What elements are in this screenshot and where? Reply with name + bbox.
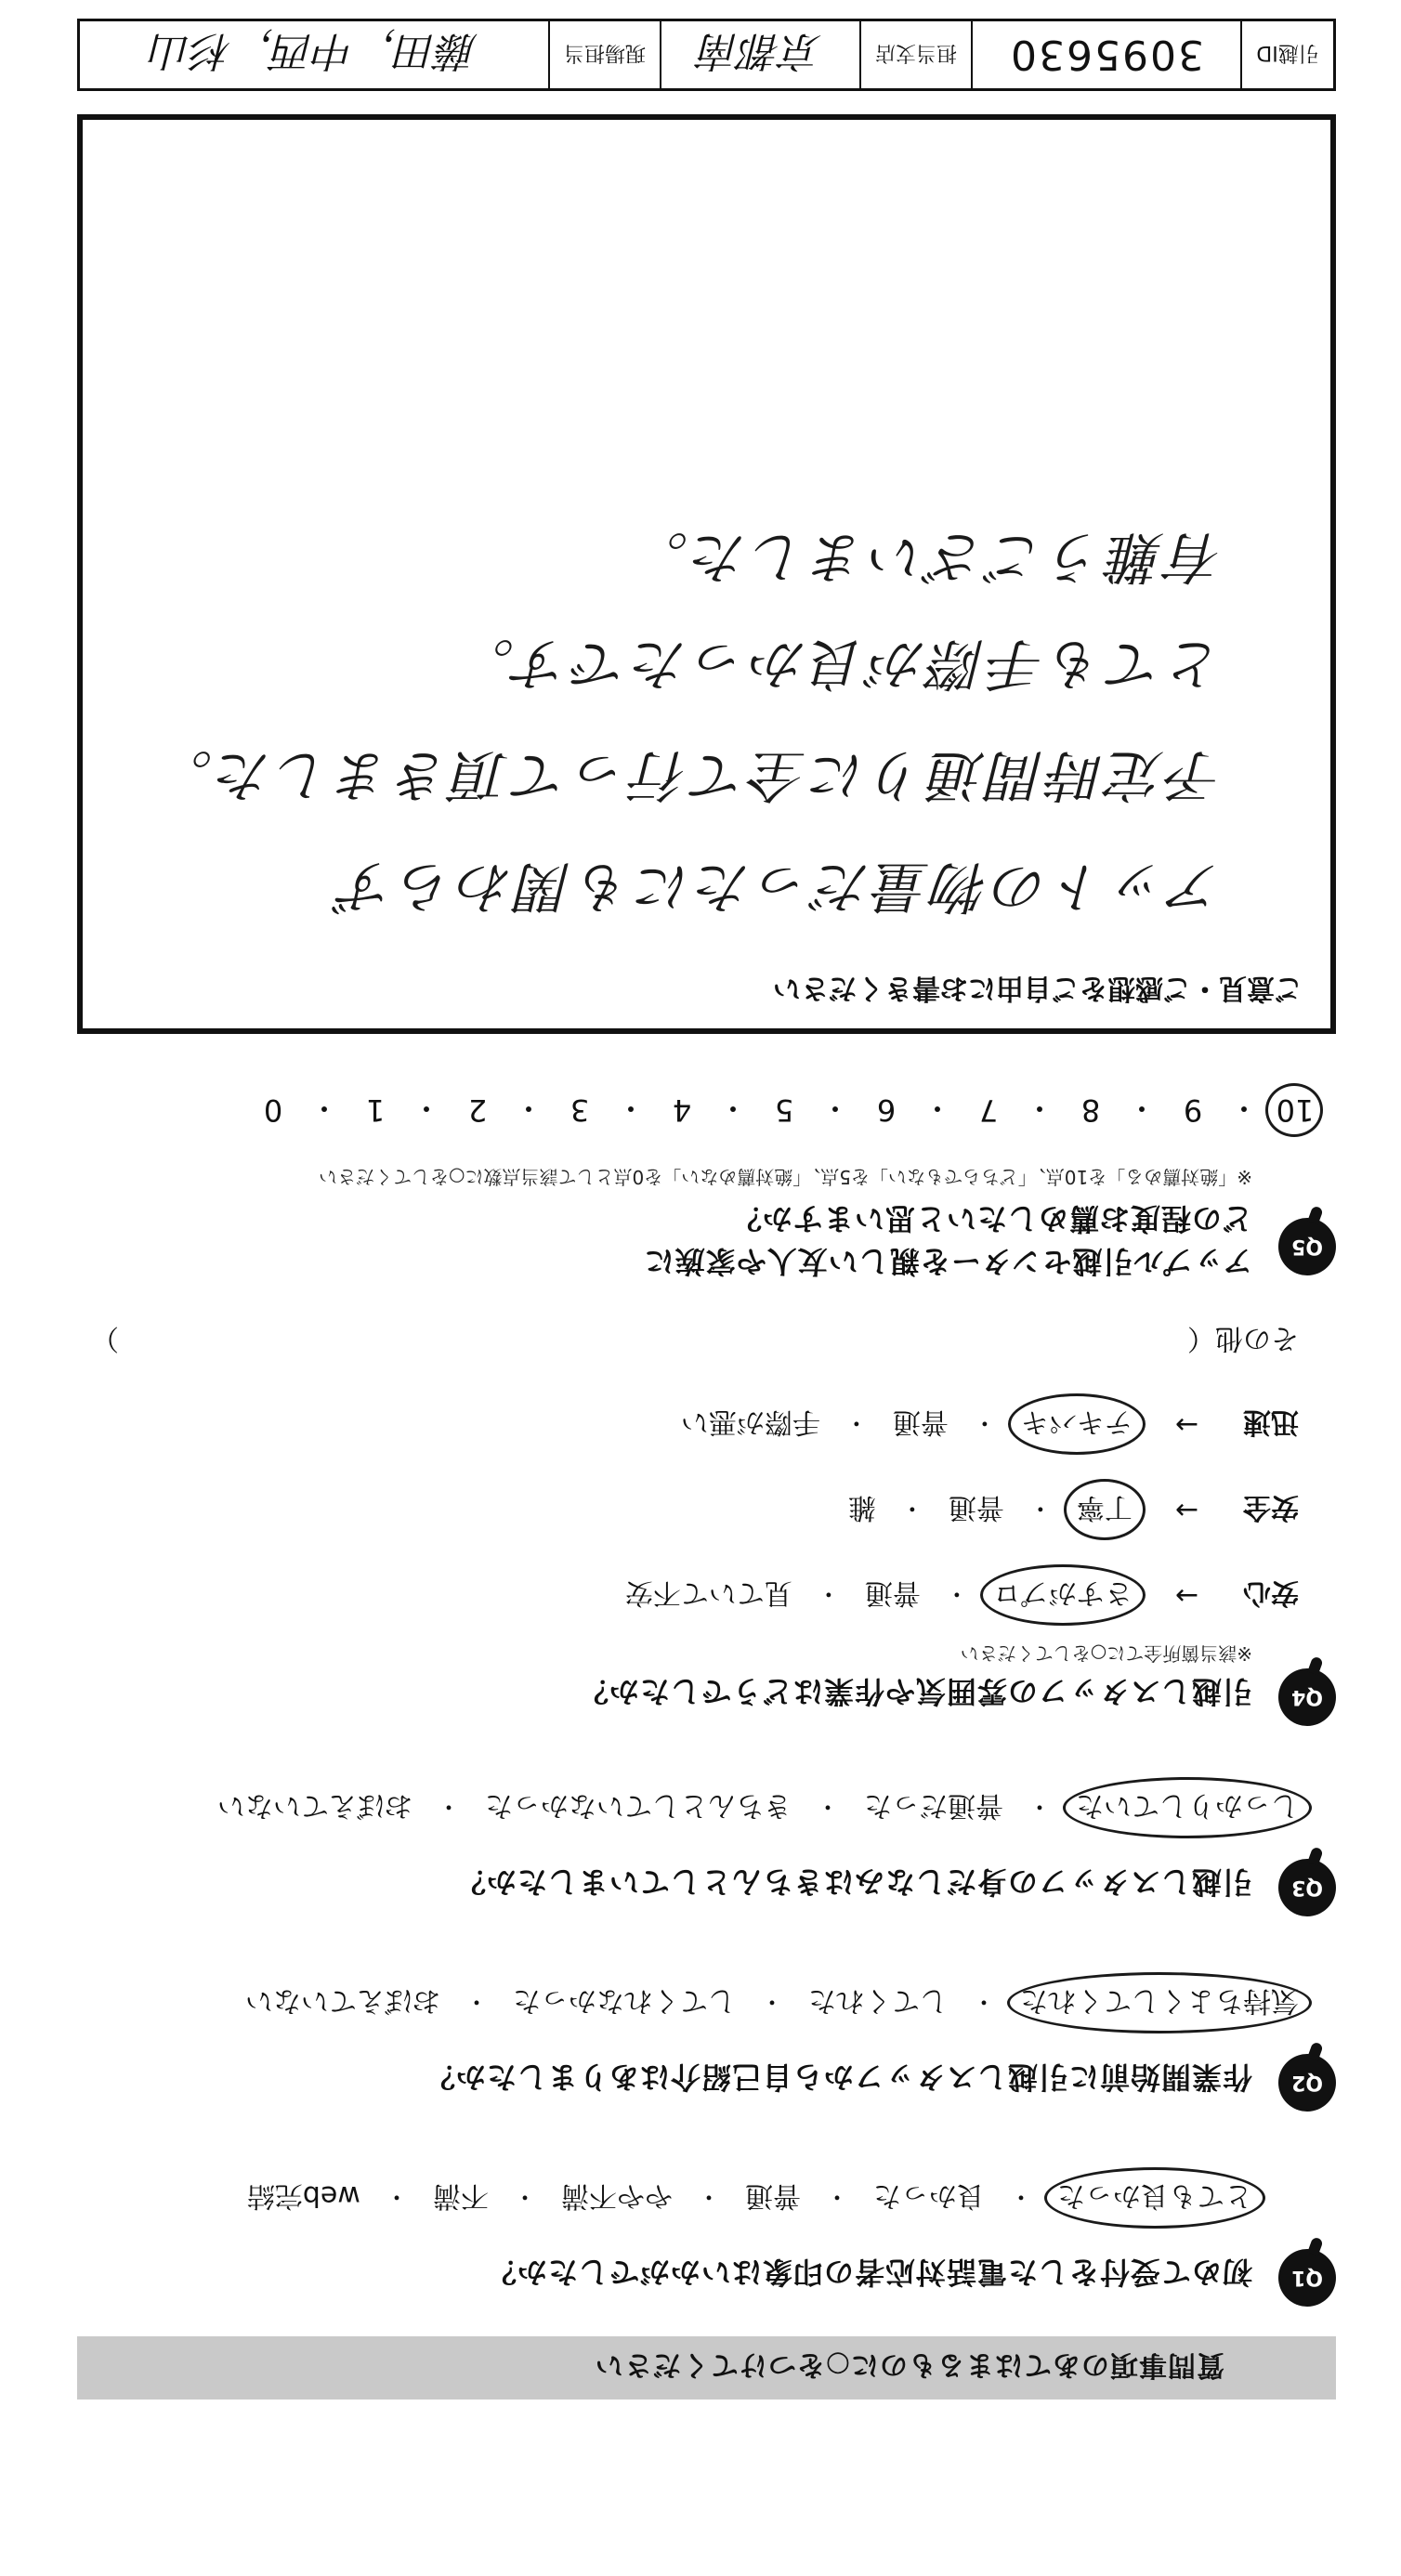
q4-category: 安全	[1243, 1491, 1299, 1523]
instruction-bar	[77, 2336, 1336, 2399]
comment-line: 有難うございました。	[629, 524, 1224, 589]
id-label-cell	[1240, 21, 1333, 88]
q2-text: 作業開始前に引越しスタッフから自己紹介はありましたか？	[424, 2059, 1252, 2095]
arrow-icon: →	[1174, 1579, 1198, 1613]
rating-option[interactable]: 7	[978, 1092, 999, 1128]
q4-option[interactable]: テキパキ	[1021, 1405, 1133, 1445]
arrow-icon: →	[1174, 1408, 1198, 1442]
q5-badge: Q5	[1278, 1218, 1336, 1275]
q5-note: ※「絶対薦める」を10点、「どちらでもない」を5点、「絶対薦めない」を0点として該当点数に○をしてください	[319, 1166, 1252, 1188]
q4-option[interactable]: 普通	[948, 1491, 1004, 1523]
q1-badge: Q1	[1278, 2249, 1336, 2307]
rating-option[interactable]: 1	[365, 1092, 386, 1128]
header-strip	[77, 19, 1336, 91]
q4-other-row	[91, 1321, 1299, 1362]
rating-option[interactable]: 8	[1080, 1092, 1101, 1128]
q4-row-anshin: 安心 → さすがプロ ・ 普通 ・ 見ていて不安	[625, 1576, 1299, 1616]
q1-option[interactable]: 不満	[432, 2179, 489, 2212]
q2-options: 気持ちよくしてくれた ・ してくれた ・ してくれなかった ・ おぼえていない	[245, 1983, 1299, 2024]
q3-text: 引越しスタッフの身だしなみはきちんとしていましたか？	[454, 1864, 1252, 1900]
comments-box[interactable]	[77, 114, 1336, 1034]
rating-option[interactable]: 0	[263, 1092, 283, 1128]
q2-option[interactable]: してくれた	[807, 1984, 948, 2017]
q4-category: 安心	[1243, 1576, 1299, 1609]
q4-badge: Q4	[1278, 1668, 1336, 1726]
q3-option[interactable]: 普通だった	[863, 1789, 1003, 1822]
q5-text-line2: どの程度お薦めしたいと思いますか？	[730, 1201, 1252, 1236]
q1-option[interactable]: web完結	[246, 2179, 360, 2212]
arrow-icon: →	[1174, 1494, 1198, 1527]
branch-value-cell	[660, 21, 859, 88]
q4-option[interactable]: 普通	[892, 1406, 949, 1438]
id-label: 引越ID	[1256, 41, 1319, 65]
comment-line: とても手際が良かったです。	[454, 631, 1224, 696]
q5-text-line1: アップル引越センターを親しい友人や家族に	[643, 1244, 1252, 1279]
q4-note: ※該当箇所全てに○をしてください	[960, 1642, 1252, 1665]
q1-options: とても良かった ・ 良かった ・ 普通 ・ やや不満 ・ 不満 ・ web完結	[247, 2178, 1252, 2219]
q4-option[interactable]: 見ていて不安	[624, 1576, 792, 1609]
rating-option[interactable]: 5	[774, 1092, 794, 1128]
branch-value: 京都南	[699, 27, 822, 74]
rating-option[interactable]: 6	[876, 1092, 897, 1128]
staff-value-cell	[80, 21, 548, 88]
comment-line: 予定時間通りに全て行って頂きました。	[153, 742, 1224, 807]
id-value: 3095630	[1009, 31, 1204, 79]
q3-option[interactable]: しっかりしていた	[1076, 1788, 1299, 1829]
rating-option[interactable]: 4	[672, 1092, 692, 1128]
q1-option[interactable]: やや不満	[560, 2179, 673, 2212]
q4-other-label: その他（	[1187, 1322, 1299, 1354]
q2-option[interactable]: おぼえていない	[244, 1984, 440, 2017]
q4-option[interactable]: 手際が悪い	[680, 1406, 820, 1438]
q2-badge: Q2	[1278, 2054, 1336, 2112]
q1-option[interactable]: 普通	[744, 2179, 801, 2212]
q4-option[interactable]: 雑	[847, 1491, 876, 1523]
q2-option[interactable]: 気持ちよくしてくれた	[1020, 1983, 1299, 2024]
staff-label: 現場担当	[564, 41, 647, 65]
rating-option[interactable]: 3	[570, 1092, 590, 1128]
q1-option[interactable]: 良かった	[872, 2179, 985, 2212]
q1-text: 初めて受付をした電話対応者の印象はいかがでしたか？	[485, 2255, 1252, 2290]
q4-option[interactable]: さすがプロ	[993, 1576, 1133, 1616]
q3-badge: Q3	[1278, 1859, 1336, 1916]
rating-option[interactable]: 10	[1273, 1092, 1317, 1128]
q4-other-close: ）	[91, 1322, 119, 1354]
q1-option[interactable]: とても良かった	[1057, 2178, 1252, 2219]
staff-value: 藤田，中西，杉山	[151, 27, 478, 74]
comment-line: アットの物量だったにも関わらず	[335, 854, 1224, 919]
rating-option[interactable]: 2	[467, 1092, 488, 1128]
staff-label-cell	[548, 21, 660, 88]
branch-label: 担当支店	[875, 41, 958, 65]
comments-heading: ご意見・ご感想をご自由にお書きください	[773, 972, 1303, 1004]
q4-row-jinsoku: 迅速 → テキパキ ・ 普通 ・ 手際が悪い	[681, 1405, 1299, 1445]
q3-option[interactable]: きちんとしていなかった	[484, 1789, 792, 1822]
rating-scale: 10 ・ 9 ・ 8 ・ 7 ・ 6 ・ 5 ・ 4 ・ 3 ・ 2 ・ 1 ・ 0	[251, 1089, 1317, 1131]
q3-option[interactable]: おぼえていない	[216, 1789, 412, 1822]
branch-label-cell	[859, 21, 971, 88]
q4-option[interactable]: 丁寧	[1077, 1490, 1133, 1531]
q4-row-anzen: 安全 → 丁寧 ・ 普通 ・ 雑	[848, 1490, 1299, 1531]
q3-options: しっかりしていた ・ 普通だった ・ きちんとしていなかった ・ おぼえていない	[217, 1788, 1299, 1829]
q4-category: 迅速	[1243, 1406, 1299, 1438]
q4-text: 引越しスタッフの雰囲気や作業はどうでしたか？	[577, 1674, 1252, 1709]
q4-option[interactable]: 普通	[864, 1576, 921, 1609]
instruction-text: 質問事項のあてはまるものに○をつけてください	[594, 2348, 1224, 2381]
id-value-cell	[971, 21, 1240, 88]
q2-option[interactable]: してくれなかった	[512, 1984, 736, 2017]
rating-option[interactable]: 9	[1183, 1092, 1203, 1128]
